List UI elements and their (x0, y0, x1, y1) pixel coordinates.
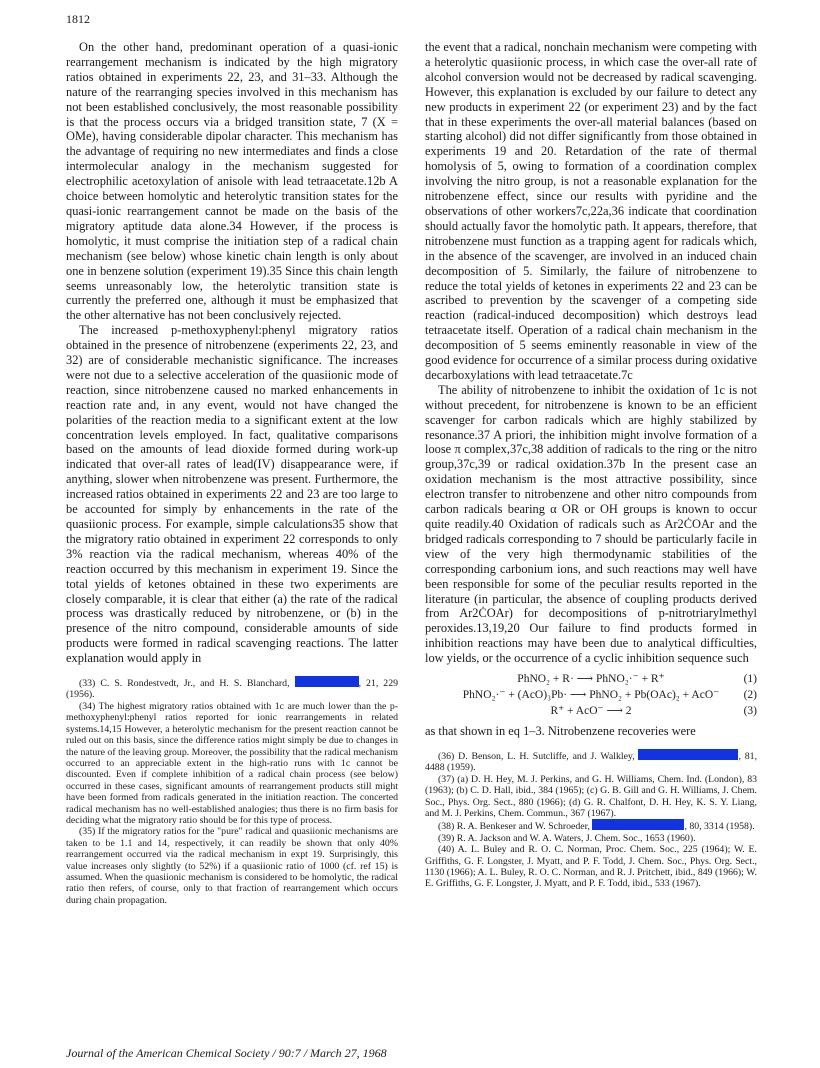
journal-footer: Journal of the American Chemical Society / 90:7 / March 27, 1968 (66, 1046, 387, 1060)
footnote-39: (39) R. A. Jackson and W. A. Waters, J. Chem. Soc., 1653 (1960). (438, 832, 696, 844)
footnote-37: (37) (a) D. H. Hey, M. J. Perkins, and G. H. Williams, Chem. Ind. (London), 83 (1963); (b) C. D. Hall, ibid., 384 (1965); (c) G. B. Gill and G. H. Williams, J. Chem. Soc., Phys. Org. Sect., 880 (1966); (d) G. R. Chalfont, D. H. Hey, K. S. Y. Liang, and M. J. Perkins, Chem. Commun., 367 (1967). (425, 773, 757, 819)
equation-block (425, 671, 757, 719)
body-paragraph: as that shown in eq 1–3. Nitrobenzene recoveries were (425, 724, 696, 739)
page-number: 1812 (66, 12, 90, 26)
body-paragraph: the event that a radical, nonchain mechanism were competing with a heterolytic quasiionic process, in which case the over-all rate of alcohol conversion would not be decreased by radical scavenging. However, this explanation is excluded by our failure to detect any new products in experiment 22 (or experiment 23) and by the fact that in these experiments the over-all material balances (based on starting alcohol) did not differ significantly from those obtained in experiments 19 and 20. Retardation of the rate of thermal homolysis of 5, owing to formation of a coordination complex involving the nitro group, is not a reasonable explanation for the nitrobenzene effect, since our results with pyridine and the observations of other workers7c,22a,36 indicate that coordination should actually favor the homolytic path. It appears, therefore, that nitrobenzene must function as a trapping agent for radicals which, in the absence of the scavenger, are involved in an induced chain decomposition of 5. Similarly, the failure of nitrobenzene to reduce the total yields of ketones in experiments 22 and 23 can be ascribed to prevention by the scavenger of a competing side reaction (radical-induced decomposition) which destroys lead tetraacetate itself. Operation of a radical chain mechanism in the decomposition of 5 seems eminently reasonable in view of the good evidence for occurrence of a similar process during oxidative decarboxylations with lead tetraacetate.7c (425, 40, 757, 382)
footnote-36: (36) D. Benson, L. H. Sutcliffe, and J. Walkley, , 81, 4488 (1959). (425, 750, 758, 774)
footnotes (425, 749, 757, 890)
footnote-40: (40) A. L. Buley and R. O. C. Norman, Proc. Chem. Soc., 225 (1964); W. E. Griffiths, G. F. Longster, J. Myatt, and P. F. Todd, J. Chem. Soc., Phys. Org. Sect., 1130 (1966); A. L. Buley, R. O. C. Norman, and R. J. Pritchett, ibid., 849 (1966); W. E. Griffiths, G. F. Longster, J. Myatt, and P. F. Todd, ibid., 533 (1967). (425, 844, 757, 890)
body-paragraph: The ability of nitrobenzene to inhibit the oxidation of 1c is not without precedent, for nitrobenzene is known to be an efficient scavenger for carbon radicals which are highly stabilized by resonance.37 A priori, the inhibition might involve formation of a loose π complex,37c,38 addition of radicals to the ring or the nitro group,37c,39 or radical oxidation.37b In the present case an oxidation mechanism is the most attractive possibility, since electron transfer to nitrobenzene and other nitro compounds from carbon radicals bearing α OR or OH groups is known to occur quite readily.40 Oxidation of radicals such as Ar2ĊOAr and the bridged radicals corresponding to 7 should be particularly facile in view of the very high thermodynamic stabilities of the corresponding carbonium ions, and such reactions may well have been responsible for some of the peculiar results reported in the literature (in particular, the absence of coupling products derived from Ar2ĊOAr) for decompositions of p-nitrotriarylmethyl peroxides.13,19,20 Our failure to find products formed in inhibition reactions may have been due to analytical difficulties, low yields, or the occurrence of a cyclic inhibition sequence such (425, 382, 757, 666)
equation-2: PhNO₂·⁻ + (AcO)₃Pb· ⟶ PhNO₂ + Pb(OAc)₂ + AcO⁻ (2) (462, 689, 757, 702)
footnote-33: (33) C. S. Rondestvedt, Jr., and H. S. Blanchard, , 21, 229 (1956). (66, 678, 398, 701)
body-paragraph: The increased p-methoxyphenyl:phenyl migratory ratios obtained in the presence of nitrobenzene (experiments 22, 23, and 32) are of considerable mechanistic significance. The increases were not due to a selective acceleration of the quasiionic mode of reaction, since nitrobenzene caused no marked enhancements in reaction rate and, in any event, would not have changed the polarities of the reaction media to a significant extent at the low concentration levels employed. In fact, qualitative comparisons based on the amounts of lead dioxide formed during work-up indicated that over-all rates of lead(IV) disappearance were, if anything, slower when nitrobenzene was present. Furthermore, the increased ratios obtained in experiments 22 and 23 are too large to be accounted for simply by enhancements in the rate of the quasiionic process. For example, simple calculations35 show that the migratory ratio obtained in experiment 22 corresponds to only 3% reaction via the radical mechanism, whereas 40% of the reaction occurred by this mechanism in experiment 19. Since the total yields of ketones obtained in these two experiments are closely comparable, it is clear that either (a) the rate of the radical process was drastically reduced by nitrobenzene, or (b) in the presence of the nitro compound, considerable amounts of side products were formed in radical scavenging reactions. The latter explanation would apply in (66, 323, 398, 666)
redaction-box (295, 676, 359, 687)
redaction-box (592, 819, 684, 830)
redaction-box (638, 749, 738, 760)
right-column (425, 40, 757, 890)
footnotes (66, 676, 398, 906)
body-paragraph: On the other hand, predominant operation of a quasi-ionic rearrangement mechanism is indicated by the high migratory ratios obtained in experiments 22, 23, and 31–33. Although the nature of the rearranging species involved in this mechanism has not been established conclusively, the most reasonable possibility is that the process occurs via a bridged transition state, 7 (X = OMe), having considerable dipolar character. This mechanism has the advantage of requiring no new intermediates and finds a close intermolecular analogy in the mechanism suggested for electrophilic acetoxylation of anisole with lead tetraacetate.12b A choice between homolytic and heterolytic transition states for the quasi-ionic rearrangement cannot be made on the basis of the migratory aptitude data alone.34 However, if the process is homolytic, it must comprise the initiation step of a radical chain mechanism (see below) whose kinetic chain length is only about one in benzene solution (experiment 19).35 Since this chain length seems unreasonably low, the heterolytic transition state is currently the preferred one, although it must be emphasized that the other alternative has not been conclusively rejected. (66, 40, 398, 323)
equation-1: PhNO₂ + R· ⟶ PhNO₂·⁻ + R⁺ (1) (517, 673, 757, 686)
footnote-34: (34) The highest migratory ratios obtained with 1c are much lower than the p-methoxyphenyl:phenyl ratios reported for ionic rearrangements in related systems.14,15 However, a heterolytic mechanism for the present reaction cannot be ruled out on this basis, since the difference ratios might simply be due to changes in the nature of the leaving group. Moreover, the possibility that the radical mechanism occurred to an appreciable extent in the high-ratio runs with 1c cannot be discounted. Even if complete inhibition of a radical chain process (see below) occurred in these cases, significant amounts of rearrangement products still might have been formed from radicals generated in the initiation reaction. The concerted radical mechanism has no well-established analogies; thus there is no firm basis for deciding what the migratory ratio should be for this type of process. (66, 700, 398, 826)
footnote-38: (38) R. A. Benkeser and W. Schroeder, , 80, 3314 (1958). (438, 821, 755, 833)
footnote-35: (35) If the migratory ratios for the "pure" radical and quasiionic mechanisms are taken to be 1.1 and 14, respectively, it can readily be shown that only 40% rearrangement occurred via the radical mechanism in expt 19. Surprisingly, this value increases only slightly (to 52%) if a quasiionic ratio of 1000 (cf. ref 15) is assumed. When the quasiionic mechanism is considered to be homolytic, the radical ratio then refers, of course, only to that fraction of rearrangement which occurs during chain propagation. (66, 826, 398, 906)
equation-3: R⁺ + AcO⁻ ⟶ 2 (3) (550, 705, 757, 718)
left-column (66, 40, 398, 906)
